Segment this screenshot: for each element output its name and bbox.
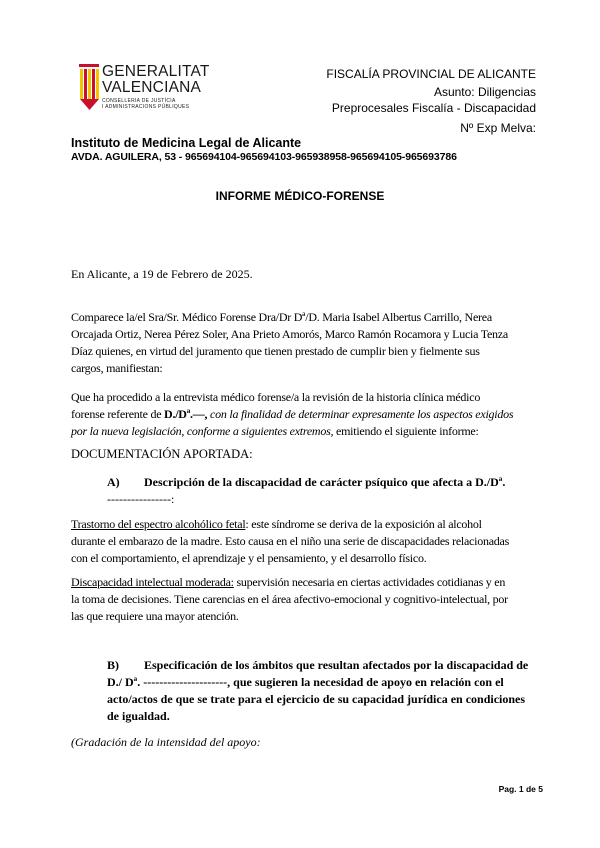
institute-address: AVDA. AGUILERA, 53 - 965694104-965694103-965938958-965694105-965693786 xyxy=(71,151,457,163)
text-run: emitiendo el siguiente informe: xyxy=(333,424,479,438)
section-a-heading xyxy=(107,474,543,508)
section-b-line: D./ Dª. ---------------------, que sugieren la necesidad de apoyo en relación con el xyxy=(107,675,504,689)
section-a-letter: A) xyxy=(107,475,120,489)
intro-line: Orcajada Ortiz, Nerea Pérez Soler, Ana Prieto Amorós, Marco Ramón Rocamora y Lucia Tenza xyxy=(71,327,508,341)
section-b-heading xyxy=(107,657,543,725)
institute-name: Instituto de Medicina Legal de Alicante xyxy=(71,136,302,150)
diagnosis-line: con el comportamiento, el aprendizaje y el pensamiento, y el desarrollo físico. xyxy=(71,551,427,565)
text-run-italic: por la nueva legislación, conforme a siguientes extremos, xyxy=(71,424,334,438)
diagnosis-intellectual-disability xyxy=(71,574,543,625)
coat-of-arms-icon xyxy=(78,62,100,112)
documentation-heading: DOCUMENTACIÓN APORTADA: xyxy=(71,447,253,461)
subject-placeholder: D./Dª.—, xyxy=(164,407,208,421)
header-office: FISCALÍA PROVINCIAL DE ALICANTE xyxy=(326,67,536,81)
diagnosis-term: Trastorno del espectro alcohólico fetal xyxy=(71,517,246,531)
interview-line-1: Que ha procedido a la entrevista médico forense/a la revisión de la historia clínica médico xyxy=(71,390,481,404)
intro-line: Comparece la/el Sra/Sr. Médico Forense Dra/Dr Dª/D. Maria Isabel Albertus Carrillo, Nerea xyxy=(71,310,492,324)
page-number: Pag. 1 de 5 xyxy=(498,784,543,794)
header-exp-number: Nº Exp Melva: xyxy=(460,121,536,135)
logo-line-conselleria: CONSELLERIA DE JUSTÍCIA xyxy=(102,98,176,104)
document-title: INFORME MÉDICO-FORENSE xyxy=(215,189,385,203)
interview-paragraph xyxy=(71,389,543,440)
section-b-line: Especificación de los ámbitos que resultan afectados por la discapacidad de xyxy=(144,658,529,672)
logo-line-generalitat: GENERALITAT xyxy=(102,63,210,80)
intro-paragraph xyxy=(71,309,543,377)
diagnosis-line: las que requiere una mayor atención. xyxy=(71,609,239,623)
diagnosis-line: la toma de decisiones. Tiene carencias en el área afectivo-emocional y cognitivo-intelectual, por xyxy=(71,592,508,606)
header-subject-line2: Preprocesales Fiscalía - Discapacidad xyxy=(331,101,536,115)
diagnosis-line: durante el embarazo de la madre. Esto causa en el niño una serie de discapacidades relacionadas xyxy=(71,534,510,548)
text-run-italic: con la finalidad de determinar expresamente los aspectos exigidos xyxy=(207,407,514,421)
diagnosis-fetal-alcohol xyxy=(71,516,543,567)
text-run: : este síndrome se deriva de la exposición al alcohol xyxy=(245,517,482,531)
diagnosis-term: Discapacidad intelectual moderada: xyxy=(71,575,234,589)
section-b-line: de igualdad. xyxy=(107,709,170,723)
intro-line: Díaz quienes, en virtud del juramento que tienen prestado de cumplir bien y fielmente sus xyxy=(71,344,480,358)
date-line: En Alicante, a 19 de Febrero de 2025. xyxy=(71,267,253,281)
section-a-title: Descripción de la discapacidad de carácter psíquico que afecta a D./Dª. xyxy=(144,475,506,489)
section-a-dashes: ----------------: xyxy=(107,492,175,506)
intro-line: cargos, manifiestan: xyxy=(71,361,163,375)
interview-line-3 xyxy=(71,423,543,440)
section-b-letter: B) xyxy=(107,658,119,672)
section-b-line: acto/actos de que se trate para el ejercicio de su capacidad jurídica en condiciones xyxy=(107,692,526,706)
logo-line-administracions: I ADMINISTRACIONS PÚBLIQUES xyxy=(102,104,190,110)
logo-line-valenciana: VALENCIANA xyxy=(102,79,202,96)
header-subject-line1: Asunto: Diligencias xyxy=(433,85,536,99)
support-gradation xyxy=(71,734,543,751)
generalitat-logo xyxy=(78,62,210,122)
interview-line-2 xyxy=(71,406,543,423)
text-run: forense referente de xyxy=(71,407,165,421)
text-run: supervisión necesaria en ciertas actividades cotidianas y en xyxy=(233,575,506,589)
gradation-text: (Gradación de la intensidad del apoyo: xyxy=(71,735,261,749)
